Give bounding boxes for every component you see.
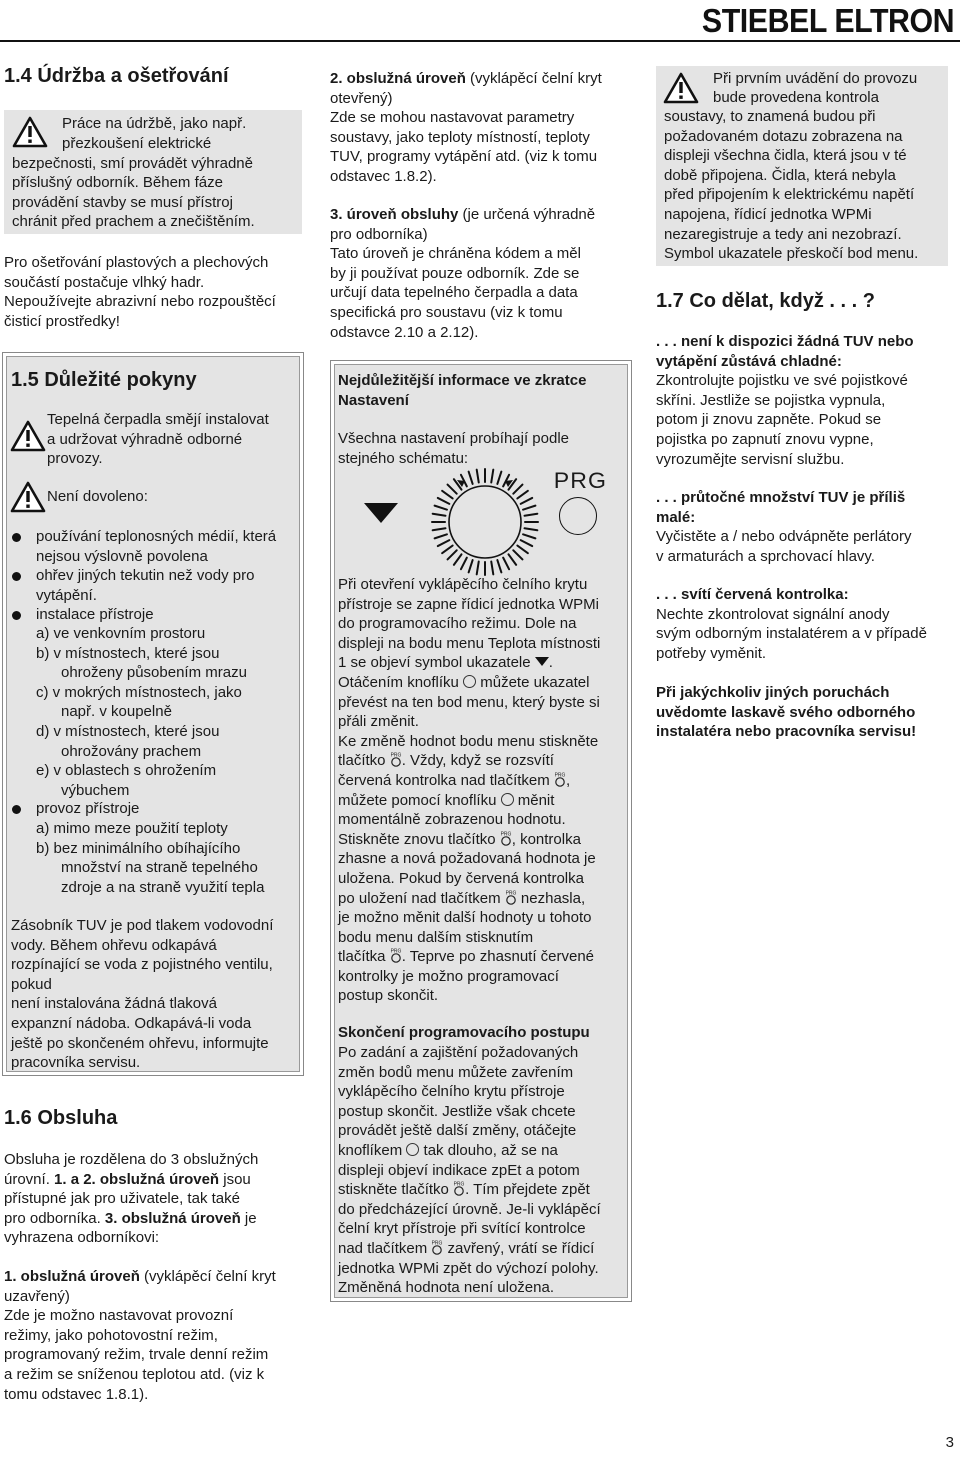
prg-button[interactable] — [559, 497, 597, 535]
knob-tick — [438, 498, 450, 504]
text-line: není instalována žádná tlaková — [11, 995, 217, 1013]
section-1-5-title: 1.5 Důležité pokyny — [11, 369, 197, 391]
text-line: d) v místnostech, které jsou — [36, 722, 220, 740]
text-line: a) mimo meze použití teploty — [36, 820, 228, 837]
text-fragment: Otáčením knoflíku — [338, 673, 464, 691]
text-line: Po zadání a zajištění požadovaných — [338, 1044, 579, 1061]
knob-icon — [463, 675, 476, 688]
prg-button-icon — [505, 890, 517, 905]
text-line: napojena, řídicí jednotka WPMi — [664, 205, 872, 223]
list-item — [11, 799, 301, 819]
end-programming-title: Skončení programovacího postupu — [338, 1024, 590, 1041]
text-line: vyhrazena odborníkovi: — [4, 1229, 160, 1247]
text-line: stejného schématu: — [338, 449, 469, 467]
text-fragment: pro odborníka. — [4, 1209, 105, 1227]
text-line: skříni. Jestliže se pojistka vypnula, — [656, 391, 886, 409]
knob-tick — [442, 546, 453, 554]
text-line: do předcházející úrovně. Je-li vyklápěcí — [338, 1200, 601, 1218]
prg-button-icon — [390, 752, 402, 767]
knob-tick — [517, 491, 528, 499]
knob-tick — [448, 550, 457, 559]
text-line: potřeby vyměnit. — [656, 644, 767, 662]
text-line: displeji na bodu menu Teplota místnosti — [338, 634, 601, 652]
text-line: používání teplonosných médií, která — [36, 528, 277, 545]
knob-icon — [406, 1143, 419, 1156]
end-programming-procedure — [338, 1043, 630, 1298]
text-line: uložena. Pokud by červená kontrolka — [338, 869, 584, 887]
knob-tick — [503, 558, 509, 570]
install-sublist — [11, 624, 301, 800]
text-line — [330, 205, 640, 225]
section-1-7-title: 1.7 Co dělat, když . . . ? — [656, 290, 875, 312]
knob-tick — [521, 540, 533, 546]
text-line: otevřený) — [330, 89, 393, 107]
text-fragment: (vyklápěcí čelní kryt — [139, 1268, 276, 1285]
text-line: a) ve venkovním prostoru — [36, 625, 206, 642]
text-line: bodu menu dalším stisknutím — [338, 928, 534, 946]
text-line: Zkontrolujte pojistku ve své pojistkové — [656, 372, 908, 390]
text-line: pokud — [11, 975, 52, 993]
brand-logo: STIEBEL ELTRON — [701, 2, 954, 39]
list-item — [11, 527, 301, 566]
boiler-paragraph — [11, 916, 305, 1073]
text-line: ohřev jiných tekutin než vody pro — [36, 567, 255, 585]
text-line: Při jakýchkoliv jiných poruchách — [656, 684, 890, 701]
text-line: ohroženy působením mrazu — [61, 664, 247, 682]
text-line: uvědomte laskavě svého odborného — [656, 703, 916, 721]
text-line: kontrolky je možno programovací — [338, 967, 559, 985]
text-fragment: 1. a 2. obslužná úroveň — [54, 1170, 220, 1188]
text-line: Vyčistěte a / nebo odvápněte perlátory — [656, 528, 912, 546]
text-fragment: můžete ukazatel — [476, 673, 590, 691]
text-line: displeji všechna čidla, která jsou v té — [664, 147, 907, 165]
faq-other-faults — [656, 683, 956, 742]
text-fragment: jsou — [219, 1170, 251, 1188]
important-notes-box — [2, 352, 304, 1076]
warning-icon — [663, 72, 699, 104]
operation-sublist — [11, 819, 301, 897]
text-fragment: stiskněte tlačítko — [338, 1181, 454, 1199]
install-warning — [47, 410, 297, 469]
knob-tick — [433, 528, 446, 530]
operation-list — [11, 799, 301, 819]
text-line — [330, 69, 640, 89]
text-line: . . . svítí červená kontrolka: — [656, 586, 849, 603]
text-line: požadovaném dotazu zobrazena na — [664, 127, 903, 145]
text-line: postup skončit. Jestliže však chcete — [338, 1102, 576, 1120]
text-line: Nechte zkontrolovat signální anody — [656, 605, 890, 623]
text-line: Obsluha je rozdělena do 3 obslužných — [4, 1151, 259, 1168]
text-line: provoz přístroje — [36, 800, 140, 817]
level-3-paragraph — [330, 205, 640, 342]
level-1-paragraph — [4, 1267, 314, 1404]
text-line: převést na ten bod menu, který byste si — [338, 693, 600, 711]
text-line — [338, 1180, 630, 1200]
text-line: době připojena. Čidla, která nebyla — [664, 166, 896, 184]
warning-line: provádění stavby se musí přístroj — [12, 194, 233, 211]
knob-tick — [523, 534, 535, 538]
text-line — [338, 751, 630, 771]
text-fragment: červená kontrolka nad tlačítkem — [338, 771, 554, 789]
warning-icon — [12, 116, 48, 148]
text-line: malé: — [656, 508, 696, 526]
faq-low-flow — [656, 488, 956, 566]
text-line — [338, 830, 630, 850]
text-line: rozpínající se voda z pojistného ventilu, — [11, 956, 273, 974]
not-allowed-list — [11, 527, 301, 625]
not-allowed-heading: Není dovoleno: — [47, 488, 148, 505]
text-line: TUV, programy vytápění atd. (viz k tomu — [330, 148, 598, 166]
knob-tick — [523, 506, 535, 510]
text-line: b) v místnostech, které jsou — [36, 644, 220, 662]
text-fragment: nezhasla, — [516, 889, 586, 907]
text-line: a udržovat výhradně odborné — [47, 430, 243, 448]
text-line: expanzní nádoba. Odkapává-li voda — [11, 1014, 252, 1032]
text-line: momentálně zobrazenou hodnotu. — [338, 811, 566, 829]
text-line: c) v mokrých místnostech, jako — [36, 683, 242, 701]
knob-tick — [477, 470, 479, 483]
knob-tick — [477, 562, 479, 575]
operation-paragraph — [4, 1150, 314, 1248]
pointer-triangle-icon — [364, 503, 398, 523]
text-line: režimy, jako pohotovostní režim, — [4, 1326, 218, 1344]
text-line: postup skončit. — [338, 987, 439, 1005]
text-line: nejsou výslovně povolena — [36, 547, 208, 565]
text-fragment: . — [548, 654, 553, 672]
text-line: a režim se sníženou teplotou atd. (viz k — [4, 1365, 265, 1383]
knob-tick — [454, 554, 462, 565]
text-line: množství na straně tepelného — [61, 859, 258, 877]
prg-button-icon — [554, 772, 566, 787]
knob-tick — [491, 470, 493, 483]
text-line: zhasne a nová požadovaná hodnota je — [338, 850, 596, 868]
text-line: vody. Během ohřevu odkapává — [11, 936, 217, 954]
knob-tick — [461, 558, 467, 570]
text-line: vyrozumějte servisní službu. — [656, 450, 845, 468]
text-line: Tepelná čerpadla smějí instalovat — [47, 411, 269, 428]
text-line: Zásobník TUV je pod tlakem vodovodní — [11, 917, 274, 934]
text-line: . . . průtočné množství TUV je příliš — [656, 489, 906, 506]
knob-tick — [525, 528, 538, 530]
settings-procedure — [338, 575, 630, 1006]
warning-line: bezpečnosti, smí provádět výhradně — [12, 155, 253, 172]
knob-tick — [513, 550, 522, 559]
text-line: určují data tepelného čerpadla a data — [330, 284, 578, 302]
knob-tick — [497, 560, 501, 572]
list-item — [11, 566, 301, 605]
text-line — [338, 653, 630, 673]
level-2-paragraph — [330, 69, 640, 187]
prg-button-icon — [453, 1181, 465, 1196]
text-line: Symbol ukazatele přeskočí bod menu. — [664, 245, 919, 263]
text-line: . . . není k dispozici žádná TUV nebo — [656, 333, 914, 350]
knob-tick — [525, 514, 538, 516]
quick-settings-box — [330, 360, 632, 1302]
text-line: odstavec 1.8.2). — [330, 167, 437, 185]
rotary-knob-icon — [429, 466, 541, 578]
text-line: vyklápěcího čelního krytu přístroje — [338, 1083, 565, 1101]
text-fragment: tlačítko — [338, 752, 390, 770]
text-line: pracovníka servisu. — [11, 1054, 141, 1072]
page-number: 3 — [945, 1434, 954, 1452]
knob-tick — [469, 560, 473, 572]
text-fragment: můžete pomocí knoflíku — [338, 791, 501, 809]
text-line: čisticí prostředky! — [4, 312, 120, 330]
text-line: Při otevření vyklápěcího čelního krytu — [338, 576, 588, 593]
text-line: Zde se mohou nastavovat parametry — [330, 109, 575, 127]
text-line: Změněná hodnota není uložena. — [338, 1279, 554, 1297]
text-line: čelní kryt přístroje při svítící kontrolce — [338, 1220, 586, 1238]
text-line: instalace přístroje — [36, 606, 154, 624]
text-line: provozy. — [47, 450, 103, 468]
text-line: Nejdůležitější informace ve zkratce — [338, 372, 587, 389]
text-fragment: 1. obslužná úroveň — [4, 1268, 140, 1285]
text-line — [338, 889, 630, 909]
text-line — [338, 673, 630, 693]
text-fragment: nad tlačítkem — [338, 1239, 432, 1257]
list-item — [11, 605, 301, 625]
knob-icon — [501, 793, 514, 806]
knob-tick — [513, 485, 522, 494]
text-line — [4, 1209, 314, 1229]
text-fragment: , kontrolka — [511, 830, 581, 848]
text-line: Pro ošetřování plastových a plechových — [4, 254, 269, 271]
text-line: do programovacího režimu. Dole na — [338, 615, 577, 633]
text-line: b) bez minimálního obíhajícího — [36, 839, 241, 857]
text-line: ještě po skončeném ohřevu, informujte — [11, 1034, 269, 1052]
text-line — [338, 791, 630, 811]
text-line: soustavy, to znamená budou při — [664, 108, 876, 125]
faq-red-light — [656, 585, 956, 663]
text-line: pro odborníka) — [330, 225, 428, 243]
text-fragment: Stiskněte znovu tlačítko — [338, 830, 500, 848]
warning-icon — [10, 420, 46, 452]
text-line: by ji používat pouze odborník. Zde se — [330, 264, 580, 282]
text-fragment: po uložení nad tlačítkem — [338, 889, 505, 907]
text-line: součástí postačuje vlhký hadr. — [4, 273, 205, 291]
warning-body — [664, 107, 948, 264]
text-fragment: (je určená výhradně — [458, 206, 596, 223]
text-line — [4, 1170, 314, 1190]
text-line: změn bodů menu můžete zavřením — [338, 1063, 574, 1081]
text-line: přístupné jak pro uživatele, tak také — [4, 1190, 240, 1208]
text-line: instalatéra nebo pracovníka servisu! — [656, 723, 917, 741]
text-line: zdroje a na straně využití tepla — [61, 878, 265, 896]
text-fragment: zavřený, vrátí se řídicí — [443, 1239, 595, 1257]
text-line — [338, 771, 630, 791]
text-line: displeji objeví indikace zpEt a potom — [338, 1161, 580, 1179]
text-fragment: 3. obslužná úroveň — [104, 1209, 241, 1227]
text-line: specifická pro soustavu (viz k tomu — [330, 303, 563, 321]
text-fragment: tlačítka — [338, 948, 390, 966]
text-fragment: 1 se objeví symbol ukazatele — [338, 654, 535, 672]
warning-line: bude provedena kontrola — [713, 89, 879, 106]
maintenance-warning-box — [4, 110, 302, 234]
text-line: jednotka WPMi zpět do výchozí polohy. — [338, 1259, 599, 1277]
text-line: uzavřený) — [4, 1287, 70, 1305]
text-fragment: . Teprve po zhasnutí červené — [401, 948, 595, 966]
text-line: tomu odstavec 1.8.1). — [4, 1385, 149, 1403]
text-line: soustavy, jako teploty místností, teploty — [330, 128, 590, 146]
text-fragment: úrovní. — [4, 1170, 55, 1188]
text-fragment: je — [240, 1209, 257, 1227]
text-line: odstavce 2.10 a 2.12). — [330, 323, 479, 341]
text-line: výbuchem — [61, 781, 130, 799]
text-line: ohrožovány prachem — [61, 742, 202, 760]
text-line: programovaný režim, trvale denní režim — [4, 1346, 269, 1364]
text-line — [338, 1239, 630, 1259]
text-line: např. v koupelně — [61, 703, 172, 721]
text-line: Nastavení — [338, 391, 409, 409]
box-title — [338, 371, 586, 410]
knob-tick — [491, 562, 493, 575]
text-fragment: 2. obslužná úroveň — [330, 70, 466, 87]
text-line: Nepoužívejte abrazivní nebo rozpouštěcí — [4, 293, 276, 311]
text-line — [4, 1267, 314, 1287]
knob-tick — [435, 506, 447, 510]
commissioning-warning-box — [656, 66, 948, 266]
header-rule — [0, 40, 960, 42]
prg-button-label: PRG — [553, 468, 607, 493]
text-line — [338, 947, 630, 967]
text-fragment: (vyklápěcí čelní kryt — [465, 70, 602, 87]
warning-line: Práce na údržbě, jako např. — [62, 115, 247, 132]
text-line: přáli změnit. — [338, 713, 419, 731]
faq-no-hot-water — [656, 332, 956, 469]
knob-tick — [435, 534, 447, 538]
prg-button-icon — [390, 948, 402, 963]
knob-tick — [448, 485, 457, 494]
knob-tick — [517, 546, 528, 554]
warning-line: chránit před prachem a znečištěním. — [12, 213, 255, 230]
text-line: vytápění zůstává chladné: — [656, 352, 842, 370]
text-line: Všechna nastavení probíhají podle — [338, 430, 569, 447]
text-line: před připojením k elektrickému napětí — [664, 186, 915, 204]
cleaning-paragraph — [4, 253, 304, 331]
text-line: Zde je možno nastavovat provozní — [4, 1307, 234, 1325]
knob-tick — [497, 472, 501, 484]
text-line: Tato úroveň je chráněna kódem a měl — [330, 245, 581, 263]
text-fragment: , — [565, 771, 571, 789]
pointer-triangle-icon — [535, 657, 549, 666]
box-intro — [338, 429, 569, 468]
text-line: pojistka po zapnutí znovu vypne, — [656, 430, 874, 448]
text-fragment: měnit — [513, 791, 555, 809]
knob-tick — [442, 491, 453, 499]
text-fragment: knoflíkem — [338, 1141, 407, 1159]
text-line: potom ji znovu zapněte. Pokud se — [656, 411, 882, 429]
text-line: provádět ještě další změny, otáčejte — [338, 1122, 577, 1140]
knob-tick — [469, 472, 473, 484]
section-1-6-title: 1.6 Obsluha — [4, 1107, 118, 1129]
text-line — [338, 1141, 630, 1161]
text-fragment: tak dlouho, až se na — [419, 1141, 558, 1159]
text-fragment: . Tím přejdete zpět — [465, 1181, 590, 1199]
warning-line: přezkoušení elektrické — [62, 135, 212, 152]
prg-button-icon — [431, 1240, 443, 1255]
text-fragment: 3. úroveň obsluhy — [330, 206, 459, 223]
text-line: přístroje se zapne řídicí jednotka WPMi — [338, 595, 599, 613]
text-line: svým odborným instalatérem a v případě — [656, 625, 927, 643]
warning-line: příslušný odborník. Během fáze — [12, 174, 223, 191]
text-line: v armaturách a sprchovací hlavy. — [656, 547, 875, 565]
text-line: je možno měnit další hodnoty u tohoto — [338, 909, 592, 927]
knob-tick — [438, 540, 450, 546]
text-line: Ke změně hodnot bodu menu stiskněte — [338, 732, 599, 750]
warning-line: Při prvním uvádění do provozu — [713, 70, 918, 87]
text-fragment: . Vždy, když se rozsvítí — [401, 752, 554, 770]
text-line: vytápění. — [36, 586, 97, 604]
knob-tick — [433, 514, 446, 516]
section-1-4-title: 1.4 Údržba a ošetřování — [4, 65, 229, 87]
text-line: nezaregistruje a tedy ani nezobrazí. — [664, 225, 902, 243]
text-line: e) v oblastech s ohrožením — [36, 762, 217, 780]
knob-tick — [509, 554, 517, 565]
warning-icon — [10, 481, 46, 513]
prg-button-icon — [500, 831, 512, 846]
knob-tick — [521, 498, 533, 504]
